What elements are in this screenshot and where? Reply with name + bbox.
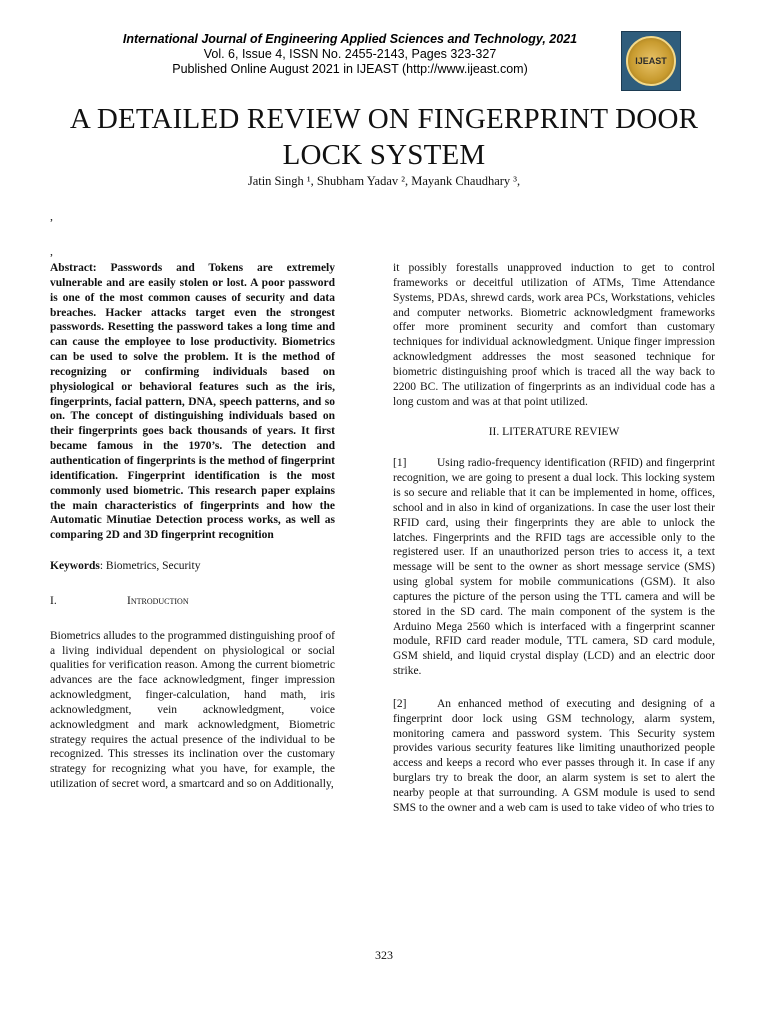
intro-paragraph-continued: it possibly forestalls unapproved induction to get to control frameworks or deceitful utilization of ATMs, Time Attendance Systems, PDAs, shrewd cards, work area PCs, Workstations, vehicles and computer networks. Biometric acknowledgment frameworks offer more prominent security and comfort than customary techniques for individual acknowledgment. Unique finger impression acknowledgment addresses the most seasoned technique for biometric distinguishing proof which is traced all the way back to 2200 BC. The utilization of fingerprints as an individual code has a long custom and was at that point utilized. — [393, 262, 715, 408]
paper-authors: Jatin Singh ¹, Shubham Yadav ², Mayank Chaudhary ³, — [247, 174, 521, 188]
keywords — [50, 559, 335, 574]
journal-volume: Vol. 6, Issue 4, ISSN No. 2455-2143, Pages 323-327 — [203, 47, 497, 61]
reference-paragraph-1 — [393, 456, 715, 679]
keywords-label: Keywords — [50, 560, 100, 573]
reference-text: Using radio-frequency identification (RFID) and fingerprint recognition, we are going to present a dual lock. This locking system is so secure and reliable that it can be implemented in home, offices, school and in also in kind of organizations. In case the user lost their RFID card, using their fingerprints they are able to unlock the latches. Fingerprints and the RFID tags are accessible only to the registered user. If an unauthorized person tries to access it, a text message will be sent to the owner as short message service (SMS) using global system for mobile communications (GSM). It also captures the picture of the person using the TTL camera and will be stored in the SD card. The main component of the system is the Arduino Mega 2560 which is interfaced with a fingerprint scanner module, RFID card reader module, TTL camera, SD card module, GSM shield, and liquid crystal display (LCD) and an electric door strike. — [393, 457, 715, 678]
section-title: Introduction — [127, 594, 189, 607]
keywords-text: : Biometrics, Security — [99, 560, 201, 573]
intro-paragraph: Biometrics alludes to the programmed distinguishing proof of a living individual dependent on physiological or social qualities for verification reason. Among the current biometric advances are the face acknowledgment, finger impression acknowledgment, finger-calculation, hand math, iris acknowledgment, vein acknowledgment, voice acknowledgment and mark acknowledgment, Biometric strategy requires the actual presence of the individual to be recognized. This stresses its inclination over the customary strategy for recognizing what you have, for example, the utilization of secret word, a smartcard and so on Additionally, — [50, 629, 335, 791]
reference-text: An enhanced method of executing and designing of a fingerprint door lock using GSM technology, alarm system, monitoring camera and password system. This Security system provides various security features like limiting unauthorized people access and keeps a record who ever passes through it. In case if any burglars try to break the door, an alarm system is set to alert the nearby people at that surrounding. A GSM module is used to send SMS to the owner and a web cam is used to take video of who tries to — [393, 697, 715, 814]
section-heading-literature-review: II. LITERATURE REVIEW — [488, 426, 620, 439]
abstract: Abstract: Passwords and Tokens are extremely vulnerable and are easily stolen or lost. A poor password is one of the most common causes of security and data breaches. Hacker attacks target even the strongest passwords. Resetting the password takes a long time and can cause the employee to lose productivity. Biometrics can be used to solve the problem. It is the method of recognizing or confirming individuals based on physiological or behavioral features such as the iris, fingerprints, facial pattern, DNA, speech patterns, and so on. The concept of distinguishing individuals based on their fingerprints goes back thousands of years. It first became famous in the 1970’s. The detection and authentication of fingerprints is the method of fingerprint identification. Fingerprint identification is the most commonly used biometric. This research paper explains the main characteristics of fingerprints and how the Automatic Minutiae Detection process works, as well as comparing 2D and 3D fingerprint recognition — [50, 262, 335, 542]
page-number: 323 — [375, 948, 393, 962]
journal-name: International Journal of Engineering Applied Sciences and Technology, 2021 — [122, 32, 578, 46]
journal-published: Published Online August 2021 in IJEAST (http://www.ijeast.com) — [172, 62, 528, 76]
reference-number: [2] — [393, 697, 407, 710]
stray-mark: , — [50, 244, 53, 258]
journal-logo — [621, 31, 681, 91]
seal-icon — [626, 36, 676, 86]
left-column — [50, 261, 335, 792]
section-heading-introduction — [50, 594, 335, 609]
right-column — [393, 261, 715, 816]
reference-paragraph-2 — [393, 697, 715, 816]
paper-title: A DETAILED REVIEW ON FINGERPRINT DOOR LOCK SYSTEM — [69, 103, 699, 171]
journal-header — [60, 31, 640, 77]
stray-mark: , — [50, 209, 53, 223]
section-number: I. — [50, 594, 57, 607]
logo-text: IJEAST — [635, 56, 667, 66]
reference-number: [1] — [393, 457, 407, 470]
